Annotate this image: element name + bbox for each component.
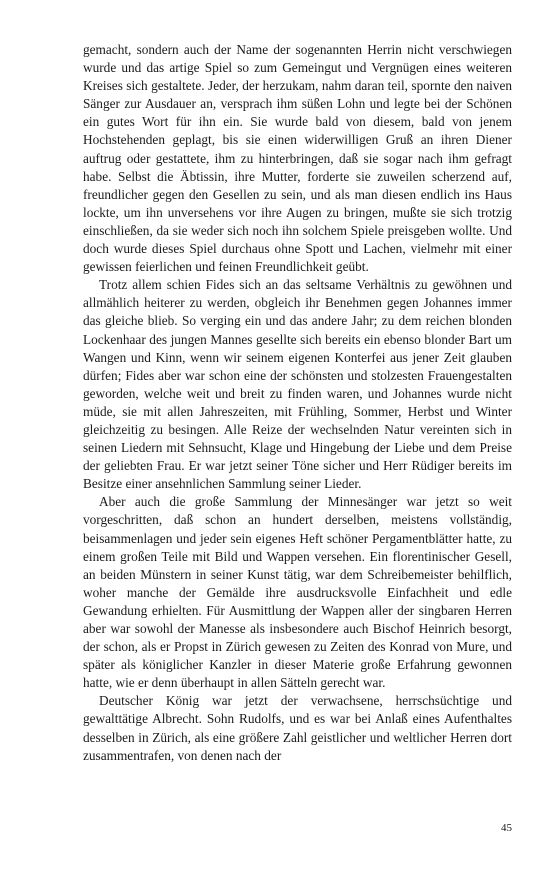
paragraph-continuation: gemacht, sondern auch der Name der sogenannten Herrin nicht verschwiegen wurde und das artige Spiel so zum Gemeingut und Vergnügen eines weiteren Kreises sich gestaltete. Jeder, der herzukam, nahm daran teil, spornte den naiven Sänger zur Ausdauer an, versprach ihm süßen Lohn und legte bei der Schönen ein gutes Wort für ihn ein. Sie wurde bald von diesem, bald von jenem Hochstehenden geplagt, bis sie einen widerwilligen Gruß an ihren Diener auftrug oder gestattete, ihm zu hinterbringen, daß sie sogar nach ihm gefragt habe. Selbst die Äbtissin, ihre Mutter, forderte sie zuweilen scherzend auf, freundlicher gegen den Gesellen zu sein, und als man diesen endlich ins Haus lockte, um ihn unversehens vor ihre Augen zu bringen, mußte sie sich trotzig einschließen, da sie weder sich noch ihn solchem Spiele preisgeben wollte. Und doch wurde dieses Spiel durchaus ohne Spott und Lachen, vielmehr mit einer gewissen feierlichen und feinen Freundlichkeit geübt. — [83, 42, 512, 275]
paragraph-albrecht: Deutscher König war jetzt der verwachsene, herrschsüchtige und gewalttätige Albrecht. Sohn Rudolfs, und es war bei Anlaß eines Aufenthaltes desselben in Zürich, als eine größere Zahl geistlicher und weltlicher Herren dort zusammentrafen, von denen nach der — [83, 693, 512, 763]
paragraph-fides: Trotz allem schien Fides sich an das seltsame Verhältnis zu gewöhnen und allmählich heiterer zu werden, obgleich ihr Benehmen gegen Johannes immer das gleiche blieb. So verging ein und das andere Jahr; zu dem reichen blonden Lockenhaar des jungen Mannes gesellte sich bereits ein ebenso blonder Bart um Wangen und Kinn, wenn wir seinem eigenen Konterfei aus jener Zeit glauben dürfen; Fides aber war schon eine der schönsten und stolzesten Frauengestalten geworden, welche weit und breit zu finden waren, und Johannes wurde nicht müde, sie mit allen Jahreszeiten, mit Frühling, Sommer, Herbst und Winter gleichzeitig zu besingen. Alle Reize der wechselnden Natur vereinten sich in seinen Liedern mit Sehnsucht, Klage und Hingebung der Liebe und dem Preise der geliebten Frau. Er war jetzt seiner Töne sicher und Herr Rüdiger bereits im Besitze einer ansehnlichen Sammlung seiner Lieder. — [83, 277, 512, 492]
paragraph-minnesaenger: Aber auch die große Sammlung der Minnesänger war jetzt so weit vorgeschritten, daß schon an hundert derselben, meistens vollständig, beisammenlagen und jeder sein eigenes Heft schöner Pergamentblätter hatte, zu einem großen Teile mit Bild und Wappen versehen. Ein florentinischer Gesell, an beiden Münstern in seiner Kunst tätig, war dem Schreibemeister behilflich, woher manche der Gemälde ihre ausdrucksvolle Einfachheit und edle Gewandung erhielten. Für Ausmittlung der Wappen aller der singbaren Herren aber war sowohl der Manesse als insbesondere auch Bischof Heinrich besorgt, der schon, als er Propst in Zürich gewesen zu Zeiten des Konrad von Mure, und später als königlicher Kanzler in dieser Materie große Erfahrung gewonnen hatte, wie er denn überhaupt in allen Sätteln gerecht war. — [83, 494, 512, 691]
body-text — [83, 41, 512, 765]
page-number: 45 — [501, 822, 512, 834]
